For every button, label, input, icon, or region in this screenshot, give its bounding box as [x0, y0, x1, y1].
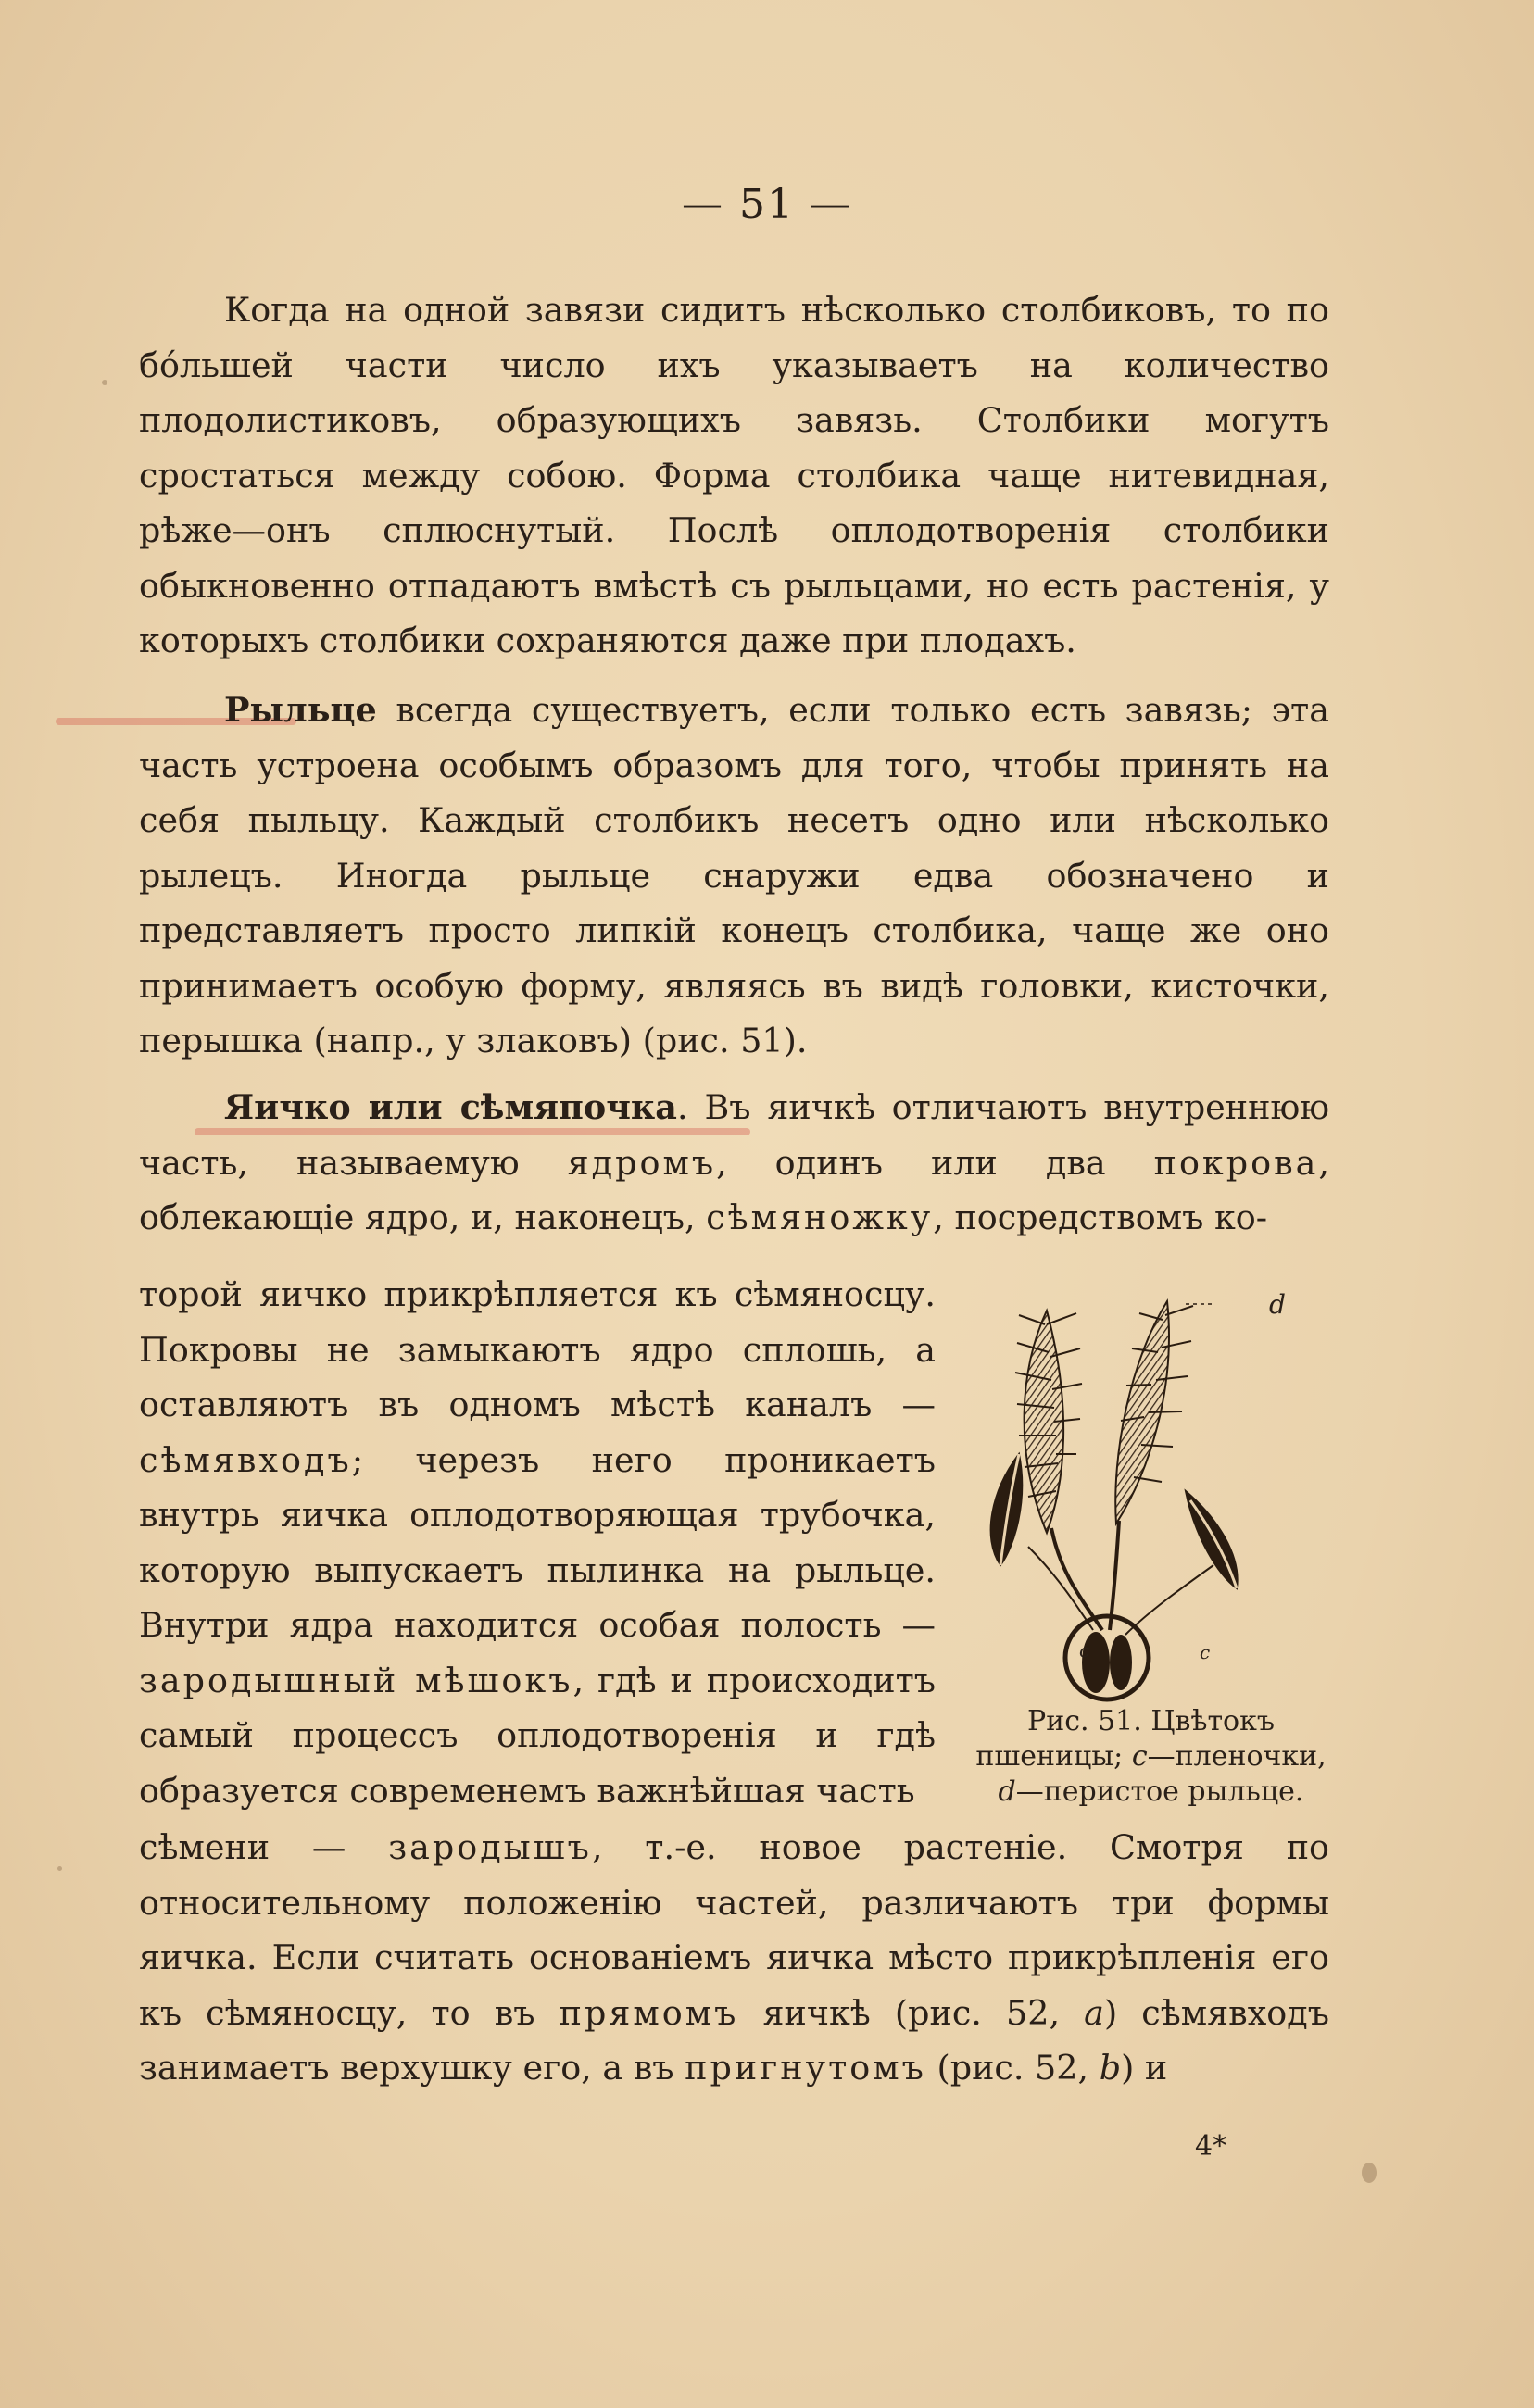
- term-integument: покрова: [1153, 1142, 1319, 1183]
- ovule-text-b: , одинъ или два: [716, 1142, 1154, 1183]
- ovule-text-c: , облекающіе ядро, и, наконецъ,: [139, 1142, 1329, 1237]
- term-funicle: сѣмяножку: [706, 1198, 934, 1237]
- paragraph-ovule-forms: [139, 1820, 1329, 2096]
- figure-label-c-left: c: [1079, 1639, 1090, 1662]
- signature-mark: 4*: [1195, 2130, 1227, 2163]
- paragraph-stigma-text: всегда существуетъ, если только есть завязь; эта часть устроена особымъ образомъ для того, чтобы принять на себя пыльцу. Каждый столбикъ несетъ одно или нѣсколько рылецъ. Иногда рыльце снаружи едва обозначено и представляетъ просто липкій конецъ столбика, чаще же оно принимаетъ особую форму, являясь въ видѣ головки, кисточки, перышка (напр., у злаковъ) (рис. 51).: [139, 690, 1329, 1060]
- term-straight: прямомъ: [559, 1992, 739, 2033]
- caption-letter-c: c: [1131, 1740, 1148, 1773]
- term-embryo: зародышъ: [388, 1827, 592, 1867]
- paragraph-ovule: [139, 1080, 1329, 1246]
- fig-ref-a: a: [1084, 1992, 1104, 2033]
- p5-text-b: , т.-е. новое растеніе. Смотря по относительному положенію частей, различаютъ три формы яичка. Если считать основаніемъ яичка мѣсто прикрѣпленія его къ сѣмяносцу, то въ: [139, 1827, 1329, 2033]
- p5-text-d: ) сѣмявходъ занимаетъ верхушку его, а въ: [139, 1992, 1329, 2088]
- caption-line-1: Рис. 51. Цвѣтокъ: [1027, 1705, 1275, 1737]
- p5-text-c: яичкѣ (рис. 52,: [738, 1992, 1085, 2033]
- ovule-text-a: . Въ яичкѣ отличаютъ внутреннюю часть, называемую: [139, 1087, 1329, 1183]
- ink-stain: [1362, 2163, 1377, 2183]
- caption-letter-d: d: [998, 1775, 1016, 1808]
- term-micropyle: сѣмявходъ: [139, 1439, 352, 1480]
- p5-text-a: сѣмени —: [139, 1827, 389, 1867]
- term-nucleus: ядромъ: [567, 1142, 717, 1183]
- paragraph-ovule-continued: [139, 1267, 936, 1818]
- speck-2: [57, 1866, 62, 1871]
- caption-line-2b: —пленочки,: [1147, 1740, 1327, 1773]
- heading-stigma: Рыльце: [224, 690, 377, 730]
- p5-text-f: ) и: [1121, 2048, 1168, 2088]
- speck-1: [102, 380, 107, 385]
- paragraph-stigma: [139, 683, 1329, 1069]
- p4-text-b: ; черезъ него проникаетъ внутрь яичка оплодотворяющая трубочка, которую выпускаетъ пылинка на рыльце. Внутри ядра находится особая полость —: [139, 1439, 936, 1645]
- p5-text-e: (рис. 52,: [925, 2048, 1100, 2088]
- fig-ref-b: b: [1099, 2048, 1122, 2088]
- figure-wheat-flower: [963, 1269, 1334, 1704]
- wheat-flower-illustration: [963, 1269, 1334, 1704]
- paragraph-styles: [139, 282, 1329, 669]
- p4-text-a: торой яичко прикрѣпляется къ сѣмяносцу. Покровы не замыкаютъ ядро сплошь, а оставляютъ въ одномъ мѣстѣ каналъ —: [139, 1274, 936, 1424]
- figure-label-c-right: c: [1200, 1641, 1211, 1663]
- paragraph-styles-text: Когда на одной завязи сидитъ нѣсколько столбиковъ, то по бóльшей части число ихъ указываетъ на количество плодолистиковъ, образующихъ завязь. Столбики могутъ сростаться между собою. Форма столбика чаще нитевидная, рѣже—онъ сплюснутый. Послѣ оплодотворенія столбики обыкновенно отпадаютъ вмѣстѣ съ рыльцами, но есть растенія, у которыхъ столбики сохраняются даже при плодахъ.: [139, 290, 1329, 660]
- figure-caption: [968, 1704, 1334, 1810]
- heading-ovule: Яичко или сѣмяпочка: [224, 1087, 677, 1127]
- term-bent: пригнутомъ: [685, 2048, 926, 2088]
- figure-label-d: d: [1269, 1289, 1286, 1320]
- ovule-text-d: , посредствомъ ко-: [933, 1198, 1268, 1237]
- term-embryo-sac: зародышный мѣшокъ: [139, 1660, 573, 1700]
- page-number: — 51 —: [682, 181, 852, 228]
- p4-text-c: , гдѣ и происходитъ самый процессъ оплодотворенія и гдѣ образуется современемъ важнѣйшая часть: [139, 1660, 936, 1811]
- caption-line-2: пшеницы;: [975, 1740, 1132, 1773]
- caption-line-3: —перистое рыльце.: [1015, 1775, 1304, 1808]
